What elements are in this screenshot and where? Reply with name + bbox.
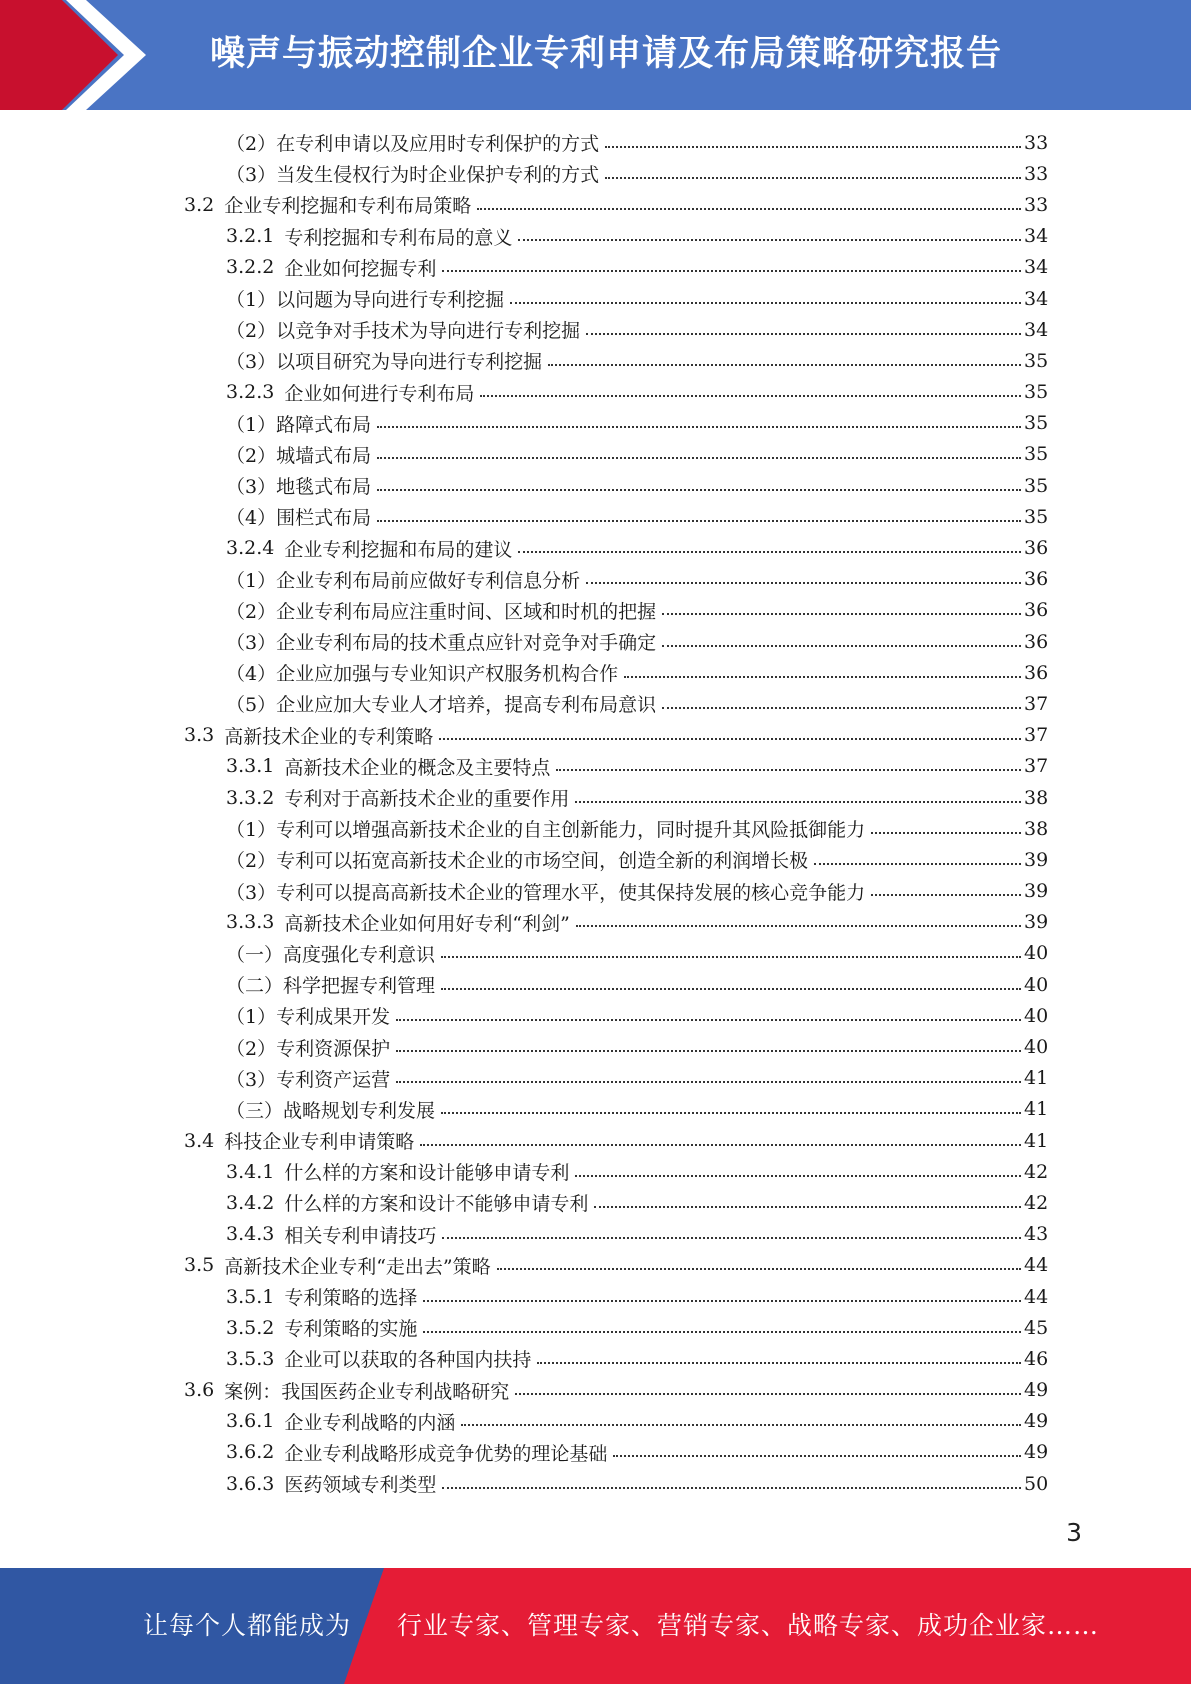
toc-entry-page: 39 — [1024, 911, 1049, 934]
toc-entry-page: 35 — [1024, 505, 1049, 528]
toc-entry-title: 企业如何挖掘专利 — [284, 257, 437, 280]
toc-entry[interactable] — [226, 1343, 1191, 1374]
toc-entry-page: 40 — [1024, 1036, 1049, 1059]
toc-entry[interactable] — [226, 252, 1191, 283]
toc-dot-leader — [575, 801, 1021, 803]
toc-entry-title: 专利策略的选择 — [284, 1287, 418, 1310]
toc-entry[interactable] — [226, 938, 1191, 969]
toc-entry-page: 34 — [1024, 225, 1049, 248]
toc-entry-title: （3）企业专利布局的技术重点应针对竞争对手确定 — [226, 632, 657, 655]
toc-entry-number: 3.5.2 — [226, 1316, 275, 1339]
toc-dot-leader — [871, 832, 1021, 834]
toc-entry-title: （3）当发生侵权行为时企业保护专利的方式 — [226, 164, 600, 187]
toc-entry-title: 高新技术企业的专利策略 — [224, 725, 434, 748]
toc-entry-page: 49 — [1024, 1410, 1049, 1433]
toc-entry-number: 3.6.1 — [226, 1410, 275, 1433]
toc-entry-page: 36 — [1024, 599, 1049, 622]
toc-entry[interactable] — [226, 1063, 1191, 1094]
toc-entry-title: （3）专利资产运营 — [226, 1068, 391, 1091]
toc-entry-title: 科技企业专利申请策略 — [224, 1131, 415, 1154]
toc-entry[interactable] — [226, 969, 1191, 1000]
toc-entry-page: 37 — [1024, 755, 1049, 778]
toc-entry[interactable] — [226, 221, 1191, 252]
toc-dot-leader — [594, 1206, 1021, 1208]
toc-dot-leader — [377, 520, 1021, 522]
toc-entry-title: 企业可以获取的各种国内扶持 — [284, 1349, 532, 1372]
toc-dot-leader — [662, 645, 1021, 647]
toc-entry-page: 44 — [1024, 1254, 1049, 1277]
toc-entry-page: 49 — [1024, 1379, 1049, 1402]
toc-dot-leader — [548, 364, 1021, 366]
toc-entry-page: 34 — [1024, 256, 1049, 279]
toc-entry-number: 3.2 — [184, 193, 215, 216]
toc-entry-title: （2）在专利申请以及应用时专利保护的方式 — [226, 133, 600, 156]
toc-entry-title: （2）以竞争对手技术为导向进行专利挖掘 — [226, 320, 581, 343]
toc-entry-title: 相关专利申请技巧 — [284, 1224, 437, 1247]
toc-dot-leader — [605, 146, 1021, 148]
toc-dot-leader — [442, 1487, 1021, 1489]
toc-entry[interactable] — [226, 1031, 1191, 1062]
toc-entry-title: （4）围栏式布局 — [226, 507, 372, 530]
toc-entry[interactable] — [226, 283, 1191, 314]
toc-dot-leader — [871, 894, 1021, 896]
toc-entry-page: 33 — [1024, 162, 1049, 185]
toc-entry-title: 高新技术企业的概念及主要特点 — [284, 756, 551, 779]
toc-entry-page: 42 — [1024, 1191, 1049, 1214]
toc-entry[interactable] — [226, 345, 1191, 376]
toc-entry-number: 3.2.2 — [226, 256, 275, 279]
toc-entry-page: 34 — [1024, 287, 1049, 310]
toc-dot-leader — [441, 1112, 1021, 1114]
toc-entry-page: 40 — [1024, 973, 1049, 996]
toc-entry-number: 3.2.3 — [226, 381, 275, 404]
toc-entry-title: （1）以问题为导向进行专利挖掘 — [226, 289, 505, 312]
toc-entry-page: 36 — [1024, 568, 1049, 591]
toc-entry-title: 专利策略的实施 — [284, 1318, 418, 1341]
toc-entry-page: 49 — [1024, 1441, 1049, 1464]
toc-dot-leader — [461, 1424, 1021, 1426]
toc-entry-number: 3.2.4 — [226, 537, 275, 560]
toc-entry[interactable] — [226, 532, 1191, 563]
toc-entry-title: 医药领域专利类型 — [284, 1474, 437, 1497]
toc-entry-title: （一）高度强化专利意识 — [226, 943, 436, 966]
toc-entry[interactable] — [226, 751, 1191, 782]
toc-entry-title: 企业专利战略形成竞争优势的理论基础 — [284, 1442, 608, 1465]
toc-entry-number: 3.5.1 — [226, 1285, 275, 1308]
toc-entry-page: 39 — [1024, 880, 1049, 903]
toc-entry[interactable] — [226, 1468, 1191, 1499]
toc-entry[interactable] — [226, 626, 1191, 657]
toc-dot-leader — [477, 208, 1021, 210]
toc-entry-page: 37 — [1024, 692, 1049, 715]
toc-entry-page: 40 — [1024, 1004, 1049, 1027]
toc-entry-page: 36 — [1024, 537, 1049, 560]
toc-entry[interactable] — [184, 1250, 1191, 1281]
toc-entry-title: （3）地毯式布局 — [226, 476, 372, 499]
toc-entry-title: （二）科学把握专利管理 — [226, 975, 436, 998]
page-header — [0, 0, 1191, 110]
toc-entry[interactable] — [226, 1219, 1191, 1250]
toc-entry-number: 3.6 — [184, 1379, 215, 1402]
toc-dot-leader — [624, 676, 1021, 678]
toc-dot-leader — [423, 1331, 1021, 1333]
toc-entry[interactable] — [226, 844, 1191, 875]
toc-entry-page: 45 — [1024, 1316, 1049, 1339]
table-of-contents — [0, 127, 1191, 1499]
toc-entry-page: 34 — [1024, 318, 1049, 341]
toc-entry-title: （1）路障式布局 — [226, 413, 372, 436]
toc-entry[interactable] — [226, 1094, 1191, 1125]
toc-entry-title: 企业专利挖掘和专利布局策略 — [224, 195, 472, 218]
toc-dot-leader — [377, 457, 1021, 459]
toc-entry-title: 专利对于高新技术企业的重要作用 — [284, 788, 570, 811]
toc-entry[interactable] — [226, 127, 1191, 158]
toc-entry[interactable] — [226, 158, 1191, 189]
toc-entry-title: 专利挖掘和专利布局的意义 — [284, 226, 513, 249]
toc-entry-number: 3.6.3 — [226, 1472, 275, 1495]
toc-entry[interactable] — [226, 564, 1191, 595]
toc-dot-leader — [396, 1081, 1021, 1083]
toc-dot-leader — [396, 1019, 1021, 1021]
toc-entry-number: 3.4.1 — [226, 1160, 275, 1183]
toc-entry-page: 33 — [1024, 193, 1049, 216]
toc-entry-title: 企业专利挖掘和布局的建议 — [284, 538, 513, 561]
toc-entry[interactable] — [226, 657, 1191, 688]
toc-entry-page: 35 — [1024, 474, 1049, 497]
toc-dot-leader — [556, 769, 1021, 771]
toc-dot-leader — [586, 333, 1021, 335]
toc-entry[interactable] — [226, 876, 1191, 907]
toc-entry-page: 39 — [1024, 848, 1049, 871]
toc-entry[interactable] — [226, 1000, 1191, 1031]
toc-dot-leader — [518, 239, 1021, 241]
toc-dot-leader — [510, 302, 1021, 304]
toc-entry-title: 高新技术企业如何用好专利“利剑” — [284, 912, 570, 935]
toc-dot-leader — [662, 613, 1021, 615]
toc-dot-leader — [586, 582, 1021, 584]
toc-entry[interactable] — [226, 314, 1191, 345]
toc-entry-page: 41 — [1024, 1098, 1049, 1121]
toc-dot-leader — [441, 956, 1021, 958]
toc-entry[interactable] — [226, 595, 1191, 626]
toc-dot-leader — [377, 426, 1021, 428]
toc-dot-leader — [515, 1393, 1021, 1395]
toc-entry-title: 企业专利战略的内涵 — [284, 1411, 456, 1434]
toc-entry-page: 36 — [1024, 630, 1049, 653]
toc-entry-title: （2）专利可以拓宽高新技术企业的市场空间，创造全新的利润增长极 — [226, 850, 809, 873]
toc-entry-title: 案例：我国医药企业专利战略研究 — [224, 1380, 510, 1403]
toc-dot-leader — [377, 489, 1021, 491]
toc-entry-page: 35 — [1024, 443, 1049, 466]
page-number: 3 — [1066, 1518, 1082, 1547]
toc-entry[interactable] — [226, 439, 1191, 470]
footer-slogan-left: 让每个人都能成为 — [143, 1611, 352, 1640]
toc-entry[interactable] — [226, 1281, 1191, 1312]
toc-dot-leader — [497, 1268, 1021, 1270]
toc-dot-leader — [423, 1300, 1021, 1302]
toc-entry-number: 3.3.3 — [226, 911, 275, 934]
toc-entry[interactable] — [226, 408, 1191, 439]
toc-entry-number: 3.4 — [184, 1129, 215, 1152]
toc-entry-page: 46 — [1024, 1347, 1049, 1370]
toc-entry-title: （1）企业专利布局前应做好专利信息分析 — [226, 569, 581, 592]
toc-dot-leader — [442, 270, 1021, 272]
toc-entry-number: 3.5.3 — [226, 1347, 275, 1370]
toc-entry-title: （1）专利成果开发 — [226, 1006, 391, 1029]
toc-entry-number: 3.6.2 — [226, 1441, 275, 1464]
toc-entry-title: 什么样的方案和设计不能够申请专利 — [284, 1193, 589, 1216]
toc-dot-leader — [442, 1237, 1021, 1239]
toc-dot-leader — [814, 863, 1021, 865]
toc-entry[interactable] — [226, 813, 1191, 844]
footer-slogan-right: 行业专家、管理专家、营销专家、战略专家、成功企业家…… — [397, 1611, 1100, 1640]
toc-entry-number: 3.3 — [184, 724, 215, 747]
toc-dot-leader — [662, 707, 1021, 709]
toc-dot-leader — [605, 177, 1021, 179]
toc-entry-page: 35 — [1024, 349, 1049, 372]
toc-dot-leader — [537, 1362, 1021, 1364]
toc-dot-leader — [613, 1455, 1021, 1457]
toc-entry-title: 什么样的方案和设计能够申请专利 — [284, 1162, 570, 1185]
toc-entry-title: 企业如何进行专利布局 — [284, 382, 475, 405]
toc-entry-page: 37 — [1024, 724, 1049, 747]
toc-entry-page: 41 — [1024, 1129, 1049, 1152]
toc-entry-title: （2）企业专利布局应注重时间、区域和时机的把握 — [226, 600, 657, 623]
toc-dot-leader — [439, 738, 1021, 740]
toc-entry-title: （5）企业应加大专业人才培养，提高专利布局意识 — [226, 694, 657, 717]
report-title: 噪声与振动控制企业专利申请及布局策略研究报告 — [210, 34, 1003, 74]
toc-entry[interactable] — [184, 1125, 1191, 1156]
toc-dot-leader — [396, 1050, 1021, 1052]
toc-entry-page: 42 — [1024, 1160, 1049, 1183]
toc-entry-page: 36 — [1024, 661, 1049, 684]
toc-entry-number: 3.5 — [184, 1254, 215, 1277]
toc-entry[interactable] — [226, 907, 1191, 938]
toc-entry[interactable] — [226, 1187, 1191, 1218]
toc-entry-number: 3.2.1 — [226, 225, 275, 248]
toc-entry[interactable] — [226, 470, 1191, 501]
toc-entry-title: （三）战略规划专利发展 — [226, 1099, 436, 1122]
toc-entry-title: （1）专利可以增强高新技术企业的自主创新能力，同时提升其风险抵御能力 — [226, 819, 866, 842]
toc-entry-page: 35 — [1024, 381, 1049, 404]
toc-entry[interactable] — [226, 1156, 1191, 1187]
toc-entry[interactable] — [226, 1312, 1191, 1343]
toc-dot-leader — [575, 1175, 1021, 1177]
toc-entry[interactable] — [226, 1406, 1191, 1437]
toc-entry[interactable] — [226, 782, 1191, 813]
toc-entry[interactable] — [226, 1437, 1191, 1468]
toc-dot-leader — [441, 988, 1021, 990]
toc-entry[interactable] — [226, 501, 1191, 532]
toc-entry[interactable] — [184, 1375, 1191, 1406]
toc-entry-title: （2）城墙式布局 — [226, 444, 372, 467]
toc-entry[interactable] — [226, 688, 1191, 719]
toc-entry-page: 43 — [1024, 1223, 1049, 1246]
toc-entry-title: （3）专利可以提高高新技术企业的管理水平，使其保持发展的核心竞争能力 — [226, 881, 866, 904]
header-arrow-decoration — [0, 0, 160, 110]
toc-entry-page: 41 — [1024, 1067, 1049, 1090]
toc-dot-leader — [420, 1144, 1021, 1146]
toc-entry[interactable] — [184, 189, 1191, 220]
toc-entry-title: （3）以项目研究为导向进行专利挖掘 — [226, 351, 543, 374]
toc-entry-number: 3.4.3 — [226, 1223, 275, 1246]
toc-entry-page: 50 — [1024, 1472, 1049, 1495]
toc-dot-leader — [576, 925, 1021, 927]
toc-entry-page: 44 — [1024, 1285, 1049, 1308]
page-footer — [0, 1568, 1191, 1684]
toc-dot-leader — [518, 551, 1021, 553]
toc-entry-page: 38 — [1024, 786, 1049, 809]
toc-entry-number: 3.4.2 — [226, 1191, 275, 1214]
toc-entry-title: （2）专利资源保护 — [226, 1037, 391, 1060]
toc-entry-page: 40 — [1024, 942, 1049, 965]
toc-entry-page: 38 — [1024, 817, 1049, 840]
toc-entry-number: 3.3.2 — [226, 786, 275, 809]
toc-entry-number: 3.3.1 — [226, 755, 275, 778]
toc-entry[interactable] — [226, 377, 1191, 408]
toc-entry-title: （4）企业应加强与专业知识产权服务机构合作 — [226, 663, 619, 686]
toc-entry[interactable] — [184, 720, 1191, 751]
toc-entry-title: 高新技术企业专利“走出去”策略 — [224, 1255, 491, 1278]
toc-entry-page: 35 — [1024, 412, 1049, 435]
toc-entry-page: 33 — [1024, 131, 1049, 154]
toc-dot-leader — [480, 395, 1021, 397]
